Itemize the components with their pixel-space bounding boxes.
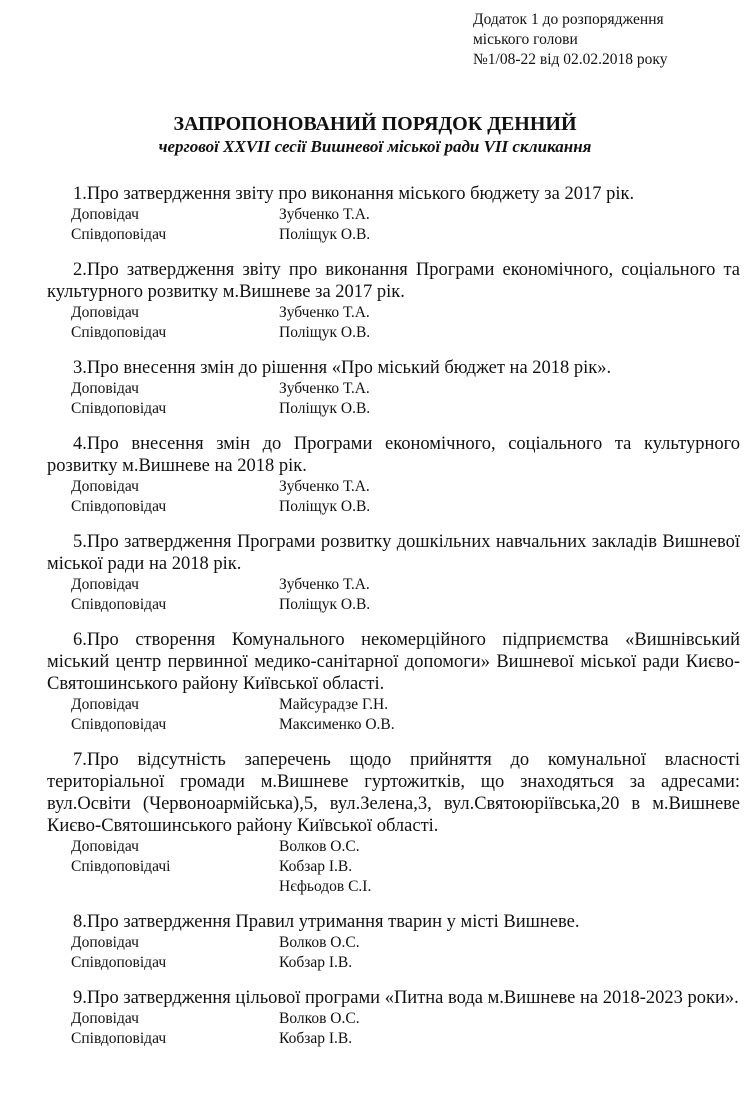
document-subtitle: чергової XXVII сесії Вишневої міської ради VII скликання [158, 137, 592, 156]
agenda-item-text: 6.Про створення Комунального некомерційного підприємства «Вишнівський міський центр первинної медико-санітарної допомоги» Вишневої міської ради Києво-Святошинського району Київської області. [47, 630, 740, 694]
speaker-label: Доповідач [71, 696, 139, 713]
co-speaker-label: Співдоповідач [71, 324, 167, 341]
co-speaker-name: Поліщук О.В. [279, 324, 371, 341]
co-speaker-name: Поліщук О.В. [279, 596, 371, 613]
speaker-label: Доповідач [71, 380, 139, 397]
co-speaker-row [47, 953, 740, 973]
co-speaker-name: Поліщук О.В. [279, 400, 371, 417]
agenda-item [47, 259, 740, 343]
agenda-item-text: 5.Про затвердження Програми розвитку дошкільних навчальних закладів Вишневої міської ради на 2018 рік. [47, 532, 740, 574]
speaker-row [47, 837, 740, 857]
document-title: ЗАПРОПОНОВАНИЙ ПОРЯДОК ДЕННИЙ [173, 113, 577, 135]
speaker-name: Зубченко Т.А. [279, 478, 370, 495]
agenda-item-text: 7.Про відсутність заперечень щодо прийняття до комунальної власності територіальної громади м.Вишневе гуртожитків, що знаходяться за адресами: вул.Освіти (Червоноармійська),5, вул.Зелена,3, вул.Святоюріївська,20 в м.Вишневе Києво-Святошинського району Київської області. [47, 750, 740, 836]
speaker-name: Зубченко Т.А. [279, 206, 370, 223]
co-speaker-row [47, 323, 740, 343]
co-speaker-label: Співдоповідач [71, 954, 167, 971]
agenda-item [47, 987, 740, 1049]
speaker-name: Майсурадзе Г.Н. [279, 696, 389, 713]
co-speaker-label: Співдоповідач [71, 596, 167, 613]
annex-line: міського голови [473, 31, 578, 48]
agenda-item [47, 629, 740, 735]
agenda-item-text: 4.Про внесення змін до Програми економічного, соціального та культурного розвитку м.Вишневе на 2018 рік. [47, 434, 740, 476]
agenda-item [47, 183, 740, 245]
speaker-name: Волков О.С. [279, 934, 360, 951]
speaker-label: Доповідач [71, 934, 139, 951]
annex-line: №1/08-22 від 02.02.2018 року [473, 51, 668, 68]
speaker-name: Волков О.С. [279, 1010, 360, 1027]
co-speaker-name: Нєфьодов С.І. [279, 878, 372, 895]
speaker-label: Доповідач [71, 206, 139, 223]
speaker-row [47, 695, 740, 715]
speaker-name: Волков О.С. [279, 838, 360, 855]
agenda-item [47, 749, 740, 897]
co-speaker-name: Кобзар І.В. [279, 1030, 353, 1047]
speaker-label: Доповідач [71, 838, 139, 855]
co-speaker-row [47, 399, 740, 419]
co-speaker-row [47, 225, 740, 245]
co-speaker-label: Співдоповідач [71, 498, 167, 515]
co-speaker-label: Співдоповідач [71, 226, 167, 243]
co-speaker-row [47, 497, 740, 517]
speaker-name: Зубченко Т.А. [279, 380, 370, 397]
speaker-row [47, 303, 740, 323]
agenda-item [47, 531, 740, 615]
agenda-item-text: 3.Про внесення змін до рішення «Про міський бюджет на 2018 рік». [73, 358, 612, 378]
agenda-item [47, 433, 740, 517]
agenda-item-text: 2.Про затвердження звіту про виконання Програми економічного, соціального та культурного розвитку м.Вишневе за 2017 рік. [47, 260, 740, 302]
speaker-name: Зубченко Т.А. [279, 304, 370, 321]
co-speaker-name: Кобзар І.В. [279, 954, 353, 971]
co-speaker-name: Кобзар І.В. [279, 858, 353, 875]
agenda-list [47, 183, 740, 1063]
speaker-row [47, 575, 740, 595]
speaker-row [47, 379, 740, 399]
speaker-row [47, 477, 740, 497]
speaker-label: Доповідач [71, 576, 139, 593]
co-speaker-name: Максименко О.В. [279, 716, 395, 733]
speaker-row [47, 1009, 740, 1029]
agenda-item-text: 8.Про затвердження Правил утримання тварин у місті Вишневе. [73, 912, 580, 932]
speaker-row [47, 933, 740, 953]
co-speaker-label: Співдоповідач [71, 400, 167, 417]
co-speaker-row [47, 857, 740, 897]
co-speaker-row [47, 715, 740, 735]
co-speaker-name: Поліщук О.В. [279, 226, 371, 243]
agenda-item-text: 1.Про затвердження звіту про виконання міського бюджету за 2017 рік. [73, 184, 635, 204]
co-speaker-name: Поліщук О.В. [279, 498, 371, 515]
annex-note [473, 10, 743, 70]
co-speaker-label: Співдоповідач [71, 1030, 167, 1047]
co-speaker-label: Співдоповідач [71, 716, 167, 733]
agenda-item [47, 357, 740, 419]
speaker-label: Доповідач [71, 1010, 139, 1027]
speaker-label: Доповідач [71, 304, 139, 321]
speaker-name: Зубченко Т.А. [279, 576, 370, 593]
agenda-item [47, 911, 740, 973]
annex-line: Додаток 1 до розпорядження [473, 11, 664, 28]
co-speaker-row [47, 595, 740, 615]
speaker-row [47, 205, 740, 225]
speaker-label: Доповідач [71, 478, 139, 495]
agenda-item-text: 9.Про затвердження цільової програми «Питна вода м.Вишневе на 2018-2023 роки». [73, 988, 739, 1008]
co-speaker-row [47, 1029, 740, 1049]
co-speaker-label: Співдоповідачі [71, 858, 171, 875]
